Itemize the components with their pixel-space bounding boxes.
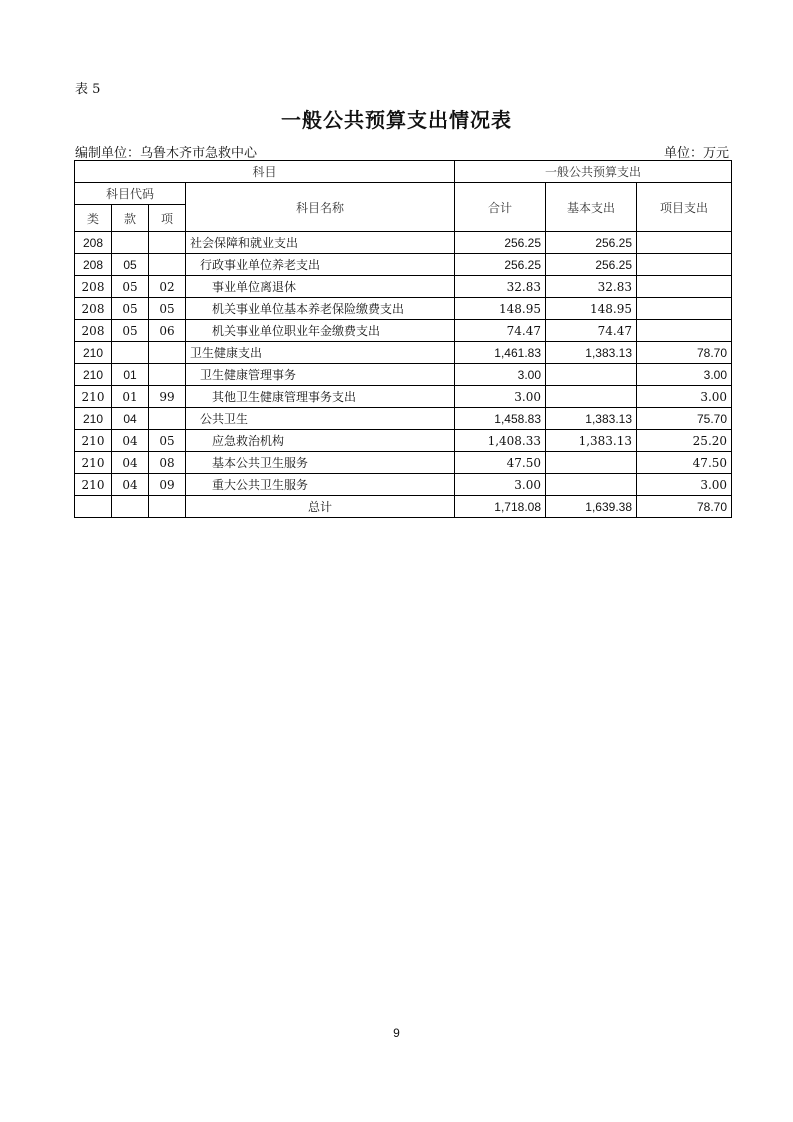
row-code-xiang: [149, 254, 186, 276]
row-code-lei: 208: [75, 276, 112, 298]
row-total: 1,458.83: [455, 408, 546, 430]
table-row: [75, 254, 732, 276]
row-code-lei: 210: [75, 430, 112, 452]
table-row: [75, 342, 732, 364]
row-total: 1,461.83: [455, 342, 546, 364]
row-code-lei: 210: [75, 474, 112, 496]
row-total: 3.00: [455, 364, 546, 386]
row-code-kuan: 05: [112, 276, 149, 298]
table-row: [75, 474, 732, 496]
row-basic: [546, 474, 637, 496]
row-subject-name: 公共卫生: [186, 408, 455, 430]
row-code-lei: 210: [75, 342, 112, 364]
row-code-kuan: 05: [112, 320, 149, 342]
row-code-xiang: [149, 342, 186, 364]
row-project: [637, 254, 732, 276]
row-code-xiang: 99: [149, 386, 186, 408]
table-row: [75, 452, 732, 474]
total-project: 78.70: [637, 496, 732, 518]
total-row-lei: [75, 496, 112, 518]
currency-unit: 单位：万元: [663, 146, 729, 161]
row-subject-name: 基本公共卫生服务: [186, 452, 455, 474]
row-subject-name: 其他卫生健康管理事务支出: [186, 386, 455, 408]
name-header: 科目名称: [186, 183, 455, 232]
compiler-unit: 编制单位：乌鲁木齐市急救中心: [75, 146, 258, 161]
row-project: [637, 232, 732, 254]
page-title: 一般公共预算支出情况表: [281, 108, 512, 132]
row-total: 148.95: [455, 298, 546, 320]
row-code-lei: 208: [75, 254, 112, 276]
total-basic: 1,639.38: [546, 496, 637, 518]
row-code-kuan: 01: [112, 386, 149, 408]
row-code-xiang: 05: [149, 430, 186, 452]
row-code-lei: 208: [75, 298, 112, 320]
row-total: 32.83: [455, 276, 546, 298]
xiang-header: 项: [149, 205, 186, 232]
total-row: [75, 496, 732, 518]
row-total: 1,408.33: [455, 430, 546, 452]
table-row: [75, 386, 732, 408]
row-code-kuan: 05: [112, 298, 149, 320]
row-code-xiang: 05: [149, 298, 186, 320]
row-code-kuan: [112, 232, 149, 254]
kuan-header: 款: [112, 205, 149, 232]
page-number: 9: [393, 1026, 400, 1040]
row-subject-name: 社会保障和就业支出: [186, 232, 455, 254]
row-code-kuan: 04: [112, 430, 149, 452]
row-code-lei: 210: [75, 364, 112, 386]
row-code-lei: 208: [75, 320, 112, 342]
row-code-xiang: 08: [149, 452, 186, 474]
table-row: [75, 408, 732, 430]
total-header: 合计: [455, 183, 546, 232]
budget-table: [74, 160, 732, 518]
total-label: 总计: [186, 496, 455, 518]
table-row: [75, 298, 732, 320]
row-total: 256.25: [455, 232, 546, 254]
row-basic: 74.47: [546, 320, 637, 342]
row-basic: [546, 452, 637, 474]
row-subject-name: 行政事业单位养老支出: [186, 254, 455, 276]
row-code-xiang: [149, 232, 186, 254]
row-code-kuan: [112, 342, 149, 364]
row-code-xiang: 06: [149, 320, 186, 342]
row-code-lei: 210: [75, 408, 112, 430]
row-code-xiang: 09: [149, 474, 186, 496]
row-project: 3.00: [637, 364, 732, 386]
row-project: 3.00: [637, 386, 732, 408]
lei-header: 类: [75, 205, 112, 232]
total-amount: 1,718.08: [455, 496, 546, 518]
row-code-xiang: 02: [149, 276, 186, 298]
row-subject-name: 事业单位离退休: [186, 276, 455, 298]
row-total: 3.00: [455, 386, 546, 408]
row-project: [637, 320, 732, 342]
row-code-lei: 208: [75, 232, 112, 254]
row-basic: 32.83: [546, 276, 637, 298]
code-header: 科目代码: [75, 183, 186, 205]
row-subject-name: 重大公共卫生服务: [186, 474, 455, 496]
row-project: [637, 276, 732, 298]
row-subject-name: 机关事业单位职业年金缴费支出: [186, 320, 455, 342]
row-project: 78.70: [637, 342, 732, 364]
row-code-kuan: 04: [112, 474, 149, 496]
row-subject-name: 机关事业单位基本养老保险缴费支出: [186, 298, 455, 320]
table-row: [75, 276, 732, 298]
row-code-kuan: 01: [112, 364, 149, 386]
row-subject-name: 应急救治机构: [186, 430, 455, 452]
row-basic: 256.25: [546, 232, 637, 254]
table-row: [75, 232, 732, 254]
row-basic: 148.95: [546, 298, 637, 320]
row-project: 75.70: [637, 408, 732, 430]
basic-header: 基本支出: [546, 183, 637, 232]
total-row-kuan: [112, 496, 149, 518]
row-total: 256.25: [455, 254, 546, 276]
row-total: 74.47: [455, 320, 546, 342]
row-code-xiang: [149, 408, 186, 430]
total-row-xiang: [149, 496, 186, 518]
row-code-lei: 210: [75, 452, 112, 474]
row-subject-name: 卫生健康管理事务: [186, 364, 455, 386]
row-basic: 256.25: [546, 254, 637, 276]
row-code-kuan: 04: [112, 452, 149, 474]
row-basic: 1,383.13: [546, 408, 637, 430]
project-header: 项目支出: [637, 183, 732, 232]
row-total: 47.50: [455, 452, 546, 474]
row-code-xiang: [149, 364, 186, 386]
table-row: [75, 320, 732, 342]
table-row: [75, 430, 732, 452]
row-project: 47.50: [637, 452, 732, 474]
subject-header: 科目: [75, 161, 455, 183]
row-code-kuan: 04: [112, 408, 149, 430]
row-basic: 1,383.13: [546, 342, 637, 364]
table-body: [75, 232, 732, 496]
table-label: 表 5: [75, 82, 101, 97]
row-project: [637, 298, 732, 320]
row-basic: [546, 386, 637, 408]
row-basic: 1,383.13: [546, 430, 637, 452]
row-subject-name: 卫生健康支出: [186, 342, 455, 364]
table-row: [75, 364, 732, 386]
row-code-kuan: 05: [112, 254, 149, 276]
row-basic: [546, 364, 637, 386]
row-total: 3.00: [455, 474, 546, 496]
row-project: 3.00: [637, 474, 732, 496]
row-project: 25.20: [637, 430, 732, 452]
row-code-lei: 210: [75, 386, 112, 408]
budget-group-header: 一般公共预算支出: [455, 161, 732, 183]
